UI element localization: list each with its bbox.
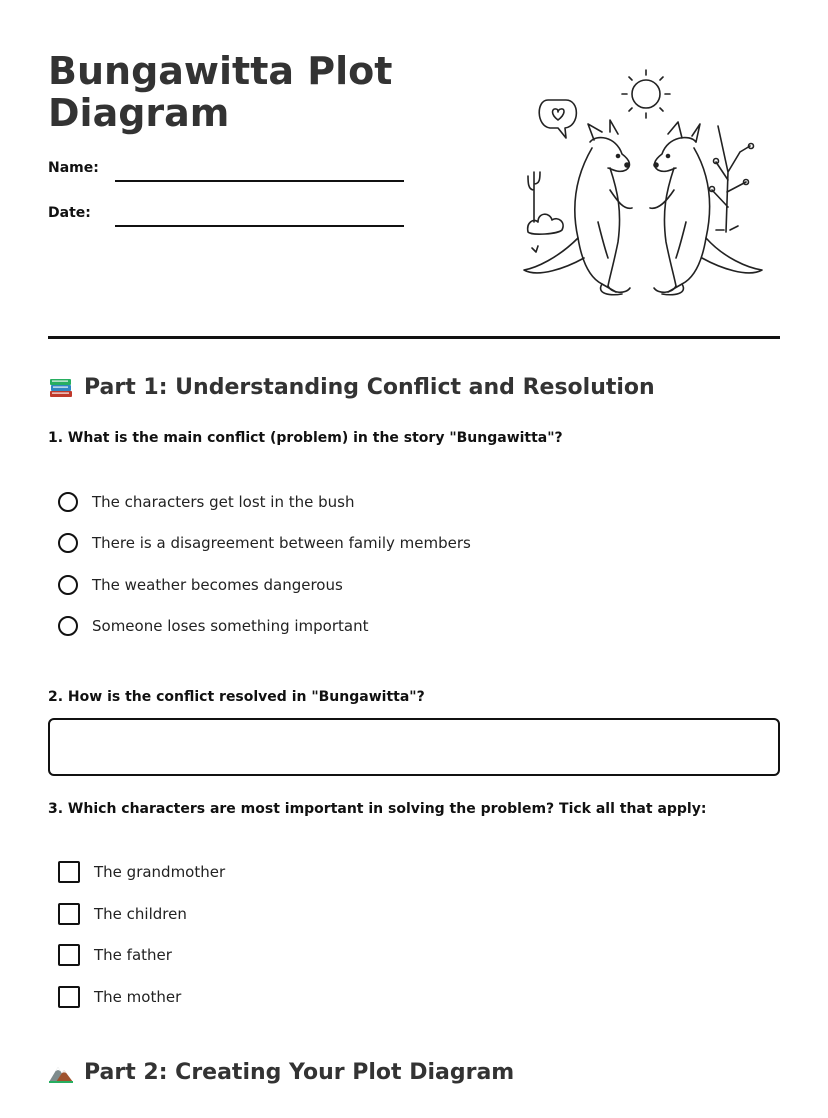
q3-option-1[interactable]: [58, 861, 225, 883]
checkbox[interactable]: [58, 861, 80, 883]
question-2: 2. How is the conflict resolved in "Bungawitta"?: [48, 689, 425, 705]
option-label: The characters get lost in the bush: [92, 493, 355, 511]
q3-option-3[interactable]: [58, 944, 172, 966]
name-field[interactable]: [115, 180, 404, 182]
checkbox[interactable]: [58, 903, 80, 925]
name-label: Name:: [48, 160, 99, 176]
part1-heading: [48, 374, 655, 400]
option-label: The father: [94, 946, 172, 964]
mountain-icon: [48, 1059, 74, 1085]
checkbox[interactable]: [58, 986, 80, 1008]
books-icon: [48, 374, 74, 400]
option-label: The grandmother: [94, 863, 226, 881]
part2-heading-text: Part 2: Creating Your Plot Diagram: [84, 1059, 515, 1085]
q1-option-2[interactable]: [58, 533, 471, 553]
question-1: 1. What is the main conflict (problem) in the story "Bungawitta"?: [48, 430, 563, 446]
radio-button[interactable]: [58, 492, 78, 512]
checkbox[interactable]: [58, 944, 80, 966]
date-label: Date:: [48, 205, 91, 221]
page-title: Bungawitta Plot Diagram: [48, 49, 393, 135]
q3-option-2[interactable]: [58, 903, 187, 925]
q3-option-4[interactable]: [58, 986, 181, 1008]
question-3: 3. Which characters are most important in solving the problem? Tick all that apply:: [48, 801, 707, 817]
q1-option-4[interactable]: [58, 616, 368, 636]
radio-button[interactable]: [58, 575, 78, 595]
option-label: Someone loses something important: [92, 617, 369, 635]
date-field[interactable]: [115, 225, 404, 227]
option-label: The weather becomes dangerous: [92, 576, 343, 594]
option-label: The mother: [94, 988, 182, 1006]
header-divider: [48, 336, 780, 339]
conflict-resolution-answer-box[interactable]: [48, 718, 780, 776]
worksheet-header: [48, 0, 780, 340]
option-label: There is a disagreement between family members: [92, 534, 471, 552]
part1-heading-text: Part 1: Understanding Conflict and Resolution: [84, 374, 655, 400]
option-label: The children: [94, 905, 187, 923]
part2-heading: [48, 1059, 514, 1085]
two-kangaroos-illustration: [518, 62, 768, 302]
q1-option-3[interactable]: [58, 575, 343, 595]
radio-button[interactable]: [58, 616, 78, 636]
radio-button[interactable]: [58, 533, 78, 553]
worksheet-page: [48, 0, 780, 1085]
q1-option-1[interactable]: [58, 492, 354, 512]
